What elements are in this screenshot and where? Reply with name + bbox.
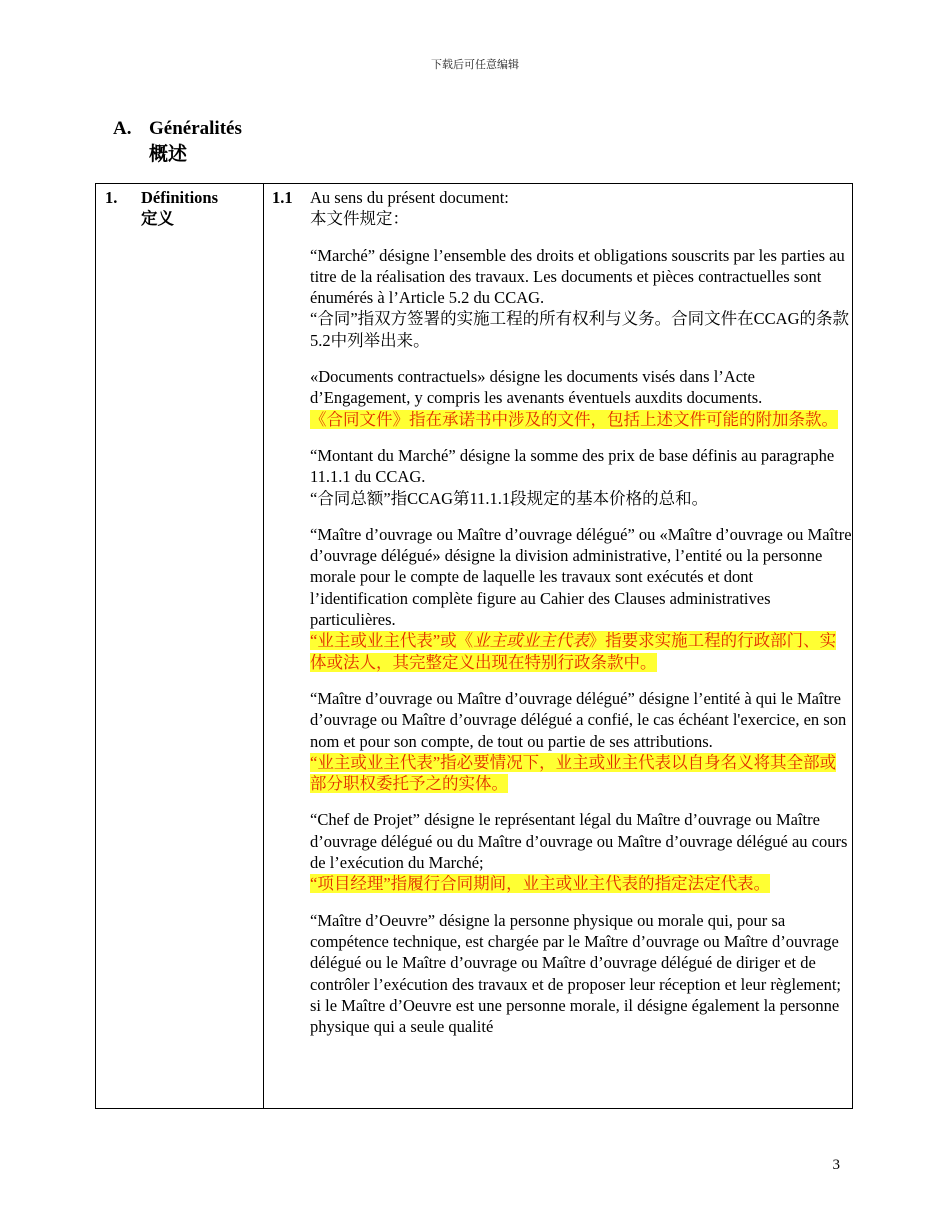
definition-zh-part-a: “业主或业主代表”或《 <box>310 631 474 651</box>
definition-marche <box>310 245 852 351</box>
definition-zh-highlighted: “业主或业主代表”指必要情况下，业主或业主代表以自身名义将其全部或部分职权委托予之的实体。 <box>310 752 837 794</box>
definition-fr: “Marché” désigne l’ensemble des droits et obligations souscrits par les parties au titre de la réalisation des travaux. Les documents et pièces contractuelles sont énumérés à l’Article 5.2 du CCAG. <box>310 245 845 308</box>
definition-maitre-ouvrage-delegue <box>310 688 852 794</box>
section-heading <box>113 116 242 168</box>
definition-zh-highlighted: 《合同文件》指在承诺书中涉及的文件，包括上述文件可能的附加条款。 <box>310 409 838 429</box>
definition-zh-highlighted <box>310 631 836 671</box>
page-number: 3 <box>832 1157 840 1173</box>
term-number: 1. <box>105 188 118 207</box>
section-letter: A. <box>113 118 132 139</box>
clause-number: 1.1 <box>272 188 293 207</box>
definition-zh: “合同”指双方签署的实施工程的所有权利与义务。合同文件在CCAG的条款5.2中列举出来。 <box>310 309 849 350</box>
definition-fr: «Documents contractuels» désigne les documents visés dans l’Acte d’Engagement, y compris les avenants éventuels auxdits documents. <box>310 367 763 408</box>
definition-fr: “Chef de Projet” désigne le représentant légal du Maître d’ouvrage ou Maître d’ouvrage délégué ou du Maître d’ouvrage ou Maître d’ouvrage délégué au cours de l’exécution du Marché; <box>310 810 848 873</box>
definition-fr: “Maître d’Oeuvre” désigne la personne physique ou morale qui, pour sa compétence technique, est chargée par le Maître d’ouvrage ou Maître d’ouvrage délégué ou le Maître d’ouvrage ou Maître d’ouvrage délégué de diriger et de contrôler l’exécution des travaux et de proposer leur réception et leur règlement; si le Maître d’Oeuvre est une personne morale, il désigne également la personne physique qui a seule qualité <box>310 910 841 1037</box>
term-cell <box>96 184 264 1109</box>
clause-body <box>310 187 852 1052</box>
clause-cell <box>264 184 853 1109</box>
page-header-note: 下载后可任意编辑 <box>431 59 519 71</box>
intro-fr: Au sens du présent document: <box>310 188 509 207</box>
definition-chef-de-projet <box>310 809 852 894</box>
section-title-fr: Généralités <box>149 118 242 139</box>
definition-fr: “Maître d’ouvrage ou Maître d’ouvrage délégué” ou «Maître d’ouvrage ou Maître d’ouvrage délégué» désigne la division administrative, l’entité ou la personne morale pour le compte de laquelle les travaux sont exécutés et dont l’identification complète figure au Cahier des Clauses administratives particulières. <box>310 524 852 630</box>
definitions-table <box>95 183 853 1109</box>
definition-montant-du-marche <box>310 445 852 509</box>
intro-paragraph <box>310 187 852 230</box>
definition-maitre-ouvrage <box>310 524 852 673</box>
term-fr: Définitions <box>141 188 219 207</box>
definition-maitre-oeuvre <box>310 910 852 1038</box>
definition-zh: “合同总额”指CCAG第11.1.1段规定的基本价格的总和。 <box>310 488 709 508</box>
definition-zh-italic: 业主或业主代表 <box>473 631 589 651</box>
section-title-zh: 概述 <box>149 144 188 165</box>
definition-documents-contractuels <box>310 366 852 430</box>
definition-zh-highlighted: “项目经理”指履行合同期间，业主或业主代表的指定法定代表。 <box>310 874 771 894</box>
intro-zh: 本文件规定： <box>310 209 409 229</box>
definition-fr: “Maître d’ouvrage ou Maître d’ouvrage délégué” désigne l’entité à qui le Maître d’ouvrage ou Maître d’ouvrage délégué a confié, le cas échéant l'exercice, en son nom et pour son compte, de tout ou partie de ses attributions. <box>310 688 847 751</box>
definition-zh-part-b: 》指要求实施工程的行政部门、实体或法人，其完整定义出现在特别行政条款中。 <box>310 631 837 672</box>
definition-fr: “Montant du Marché” désigne la somme des prix de base définis au paragraphe 11.1.1 du CCAG. <box>310 445 835 487</box>
term-zh: 定义 <box>141 209 174 228</box>
